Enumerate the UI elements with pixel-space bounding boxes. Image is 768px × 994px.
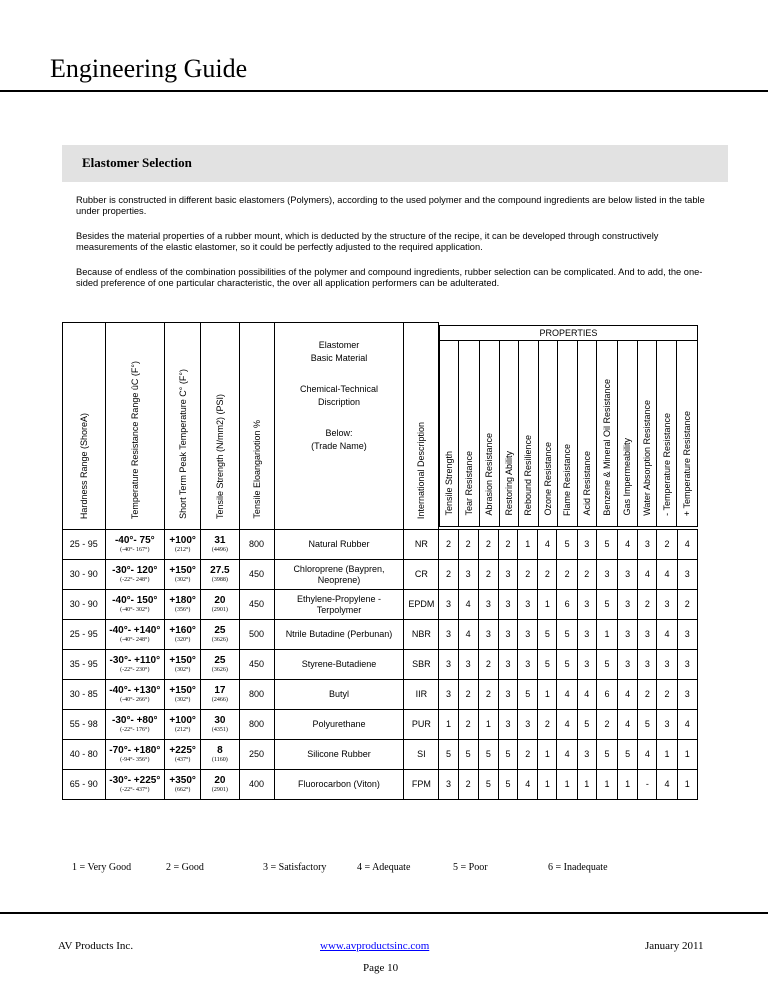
- elongation-header: Tensile Eloangariotion %: [239, 323, 274, 530]
- temperature-cell: -30°- 120° (-22°- 248°): [105, 560, 165, 590]
- code-cell: FPM: [404, 770, 439, 800]
- property-value: -: [638, 770, 657, 800]
- selection-paragraph: Because of endless of the combination possibilities of the polymer and compound ingredients, rubber selection can be complicated. And to add, the one-sided preference of one particular characteristic, the over all application performers can be adulterated.: [76, 267, 703, 288]
- property-value: 4: [657, 560, 677, 590]
- hardness-cell: 40 - 80: [63, 740, 106, 770]
- peak-cell: +150° (302°): [165, 680, 201, 710]
- intro-paragraph: Rubber is constructed in different basic elastomers (Polymers), according to the used polymer and the compound ingredients are below listed in the table under properties.: [76, 195, 705, 216]
- property-value: 3: [478, 590, 498, 620]
- property-header: Rebound Resilience: [518, 340, 538, 526]
- page-number: Page 10: [363, 962, 399, 974]
- property-value: 5: [596, 740, 617, 770]
- temperature-header: Temperature Resistance Range ûC (F°): [105, 323, 165, 530]
- hardness-cell: 30 - 90: [63, 560, 106, 590]
- property-value: 2: [458, 770, 478, 800]
- property-value: 5: [638, 710, 657, 740]
- property-header: Acid Resistance: [577, 340, 596, 526]
- property-value: 4: [557, 740, 577, 770]
- property-value: 3: [439, 590, 458, 620]
- property-value: 3: [498, 710, 517, 740]
- property-value: 3: [618, 560, 638, 590]
- property-value: 2: [638, 680, 657, 710]
- property-value: 3: [518, 590, 538, 620]
- property-value: 1: [538, 680, 557, 710]
- elongation-cell: 800: [239, 530, 274, 560]
- hardness-cell: 25 - 95: [63, 530, 106, 560]
- property-header: Abrasion Resistance: [479, 340, 499, 526]
- property-value: 3: [577, 590, 596, 620]
- property-value: 5: [538, 650, 557, 680]
- material-cell: Ntrile Butadine (Perbunan): [274, 620, 404, 650]
- property-value: 4: [638, 740, 657, 770]
- property-value: 3: [577, 740, 596, 770]
- property-value: 2: [577, 560, 596, 590]
- property-value: 5: [557, 530, 577, 560]
- property-value: 2: [439, 530, 458, 560]
- peak-cell: +180° (356°): [165, 590, 201, 620]
- property-value: 1: [538, 740, 557, 770]
- property-value: 2: [478, 680, 498, 710]
- property-header: Restoring Ability: [499, 340, 518, 526]
- property-value: 4: [638, 560, 657, 590]
- elongation-cell: 450: [239, 560, 274, 590]
- property-value: 4: [538, 530, 557, 560]
- property-value: 5: [439, 740, 458, 770]
- property-value: 2: [677, 590, 697, 620]
- material-cell: Ethylene-Propylene - Terpolymer: [274, 590, 404, 620]
- tensile-cell: 31 (4496): [201, 530, 239, 560]
- elongation-cell: 400: [239, 770, 274, 800]
- international-description-header: International Description: [404, 323, 439, 530]
- material-cell: Silicone Rubber: [274, 740, 404, 770]
- peak-cell: +100° (212°): [165, 530, 201, 560]
- table-row: [63, 770, 698, 800]
- hardness-cell: 55 - 98: [63, 710, 106, 740]
- property-value: 3: [638, 530, 657, 560]
- property-value: 3: [577, 530, 596, 560]
- property-value: 3: [577, 620, 596, 650]
- temperature-cell: -40°- 75° (-40°- 167°): [105, 530, 165, 560]
- legend-poor: 5 = Poor: [453, 862, 488, 873]
- tensile-cell: 20 (2901): [201, 590, 239, 620]
- property-value: 3: [657, 710, 677, 740]
- tensile-cell: 27.5 (3988): [201, 560, 239, 590]
- property-value: 2: [439, 560, 458, 590]
- legend-satisfactory: 3 = Satisfactory: [263, 862, 327, 873]
- table-row: [63, 710, 698, 740]
- property-value: 3: [518, 710, 538, 740]
- property-value: 1: [538, 770, 557, 800]
- property-value: 3: [618, 650, 638, 680]
- property-value: 2: [596, 710, 617, 740]
- code-cell: SBR: [404, 650, 439, 680]
- header-row: [63, 323, 698, 530]
- footer-website-link[interactable]: [320, 940, 429, 952]
- property-value: 1: [657, 740, 677, 770]
- section-banner: [62, 145, 728, 182]
- property-value: 1: [596, 770, 617, 800]
- property-value: 3: [677, 620, 697, 650]
- property-value: 5: [596, 590, 617, 620]
- property-value: 3: [439, 770, 458, 800]
- property-value: 1: [538, 590, 557, 620]
- hardness-cell: 30 - 90: [63, 590, 106, 620]
- elastomer-table: [62, 322, 698, 800]
- property-value: 4: [518, 770, 538, 800]
- property-value: 3: [657, 650, 677, 680]
- property-header: Gas Impermeability: [617, 340, 637, 526]
- section-title: Elastomer Selection: [82, 155, 192, 170]
- property-value: 1: [478, 710, 498, 740]
- property-value: 1: [677, 740, 697, 770]
- code-cell: NR: [404, 530, 439, 560]
- property-value: 3: [498, 560, 517, 590]
- material-cell: Chloroprene (Baypren, Neoprene): [274, 560, 404, 590]
- temperature-cell: -40°- +130° (-40°- 266°): [105, 680, 165, 710]
- page-title: Engineering Guide: [50, 54, 248, 83]
- properties-group: [439, 323, 698, 530]
- property-value: 2: [478, 560, 498, 590]
- property-value: 5: [577, 710, 596, 740]
- property-value: 3: [439, 620, 458, 650]
- tensile-cell: 8 (1160): [201, 740, 239, 770]
- property-value: 3: [498, 590, 517, 620]
- legend-adequate: 4 = Adequate: [357, 862, 411, 873]
- property-value: 3: [478, 620, 498, 650]
- elongation-cell: 450: [239, 590, 274, 620]
- tensile-cell: 30 (4351): [201, 710, 239, 740]
- property-value: 4: [618, 530, 638, 560]
- legend-inadequate: 6 = Inadequate: [548, 862, 608, 873]
- hardness-cell: 35 - 95: [63, 650, 106, 680]
- tensile-cell: 25 (3626): [201, 650, 239, 680]
- peak-temperature-header: Short Term Peak Temperature C° (F°): [165, 323, 201, 530]
- property-value: 3: [577, 650, 596, 680]
- property-value: 2: [458, 680, 478, 710]
- code-cell: EPDM: [404, 590, 439, 620]
- property-value: 3: [458, 560, 478, 590]
- property-value: 2: [478, 530, 498, 560]
- property-value: 2: [498, 530, 517, 560]
- temperature-cell: -30°- +225° (-22°- 437°): [105, 770, 165, 800]
- elongation-cell: 450: [239, 650, 274, 680]
- footer-rule: [0, 912, 768, 914]
- code-cell: NBR: [404, 620, 439, 650]
- table-row: [63, 620, 698, 650]
- property-value: 2: [638, 590, 657, 620]
- property-value: 4: [618, 680, 638, 710]
- property-header: Tear Resistance: [459, 340, 479, 526]
- property-value: 1: [439, 710, 458, 740]
- property-value: 2: [518, 740, 538, 770]
- property-value: 5: [618, 740, 638, 770]
- footer-company: AV Products Inc.: [58, 940, 134, 952]
- table-row: [63, 590, 698, 620]
- property-value: 3: [618, 620, 638, 650]
- code-cell: PUR: [404, 710, 439, 740]
- property-value: 2: [538, 560, 557, 590]
- property-value: 4: [577, 680, 596, 710]
- property-value: 1: [577, 770, 596, 800]
- property-value: 5: [557, 620, 577, 650]
- property-value: 1: [596, 620, 617, 650]
- property-value: 5: [498, 770, 517, 800]
- table-row: [63, 740, 698, 770]
- property-value: 3: [638, 620, 657, 650]
- property-value: 5: [596, 650, 617, 680]
- property-value: 6: [557, 590, 577, 620]
- table-row: [63, 650, 698, 680]
- code-cell: SI: [404, 740, 439, 770]
- property-value: 4: [557, 710, 577, 740]
- property-value: 5: [478, 770, 498, 800]
- property-value: 3: [439, 650, 458, 680]
- property-header: Flame Resistance: [557, 340, 577, 526]
- property-value: 2: [657, 530, 677, 560]
- property-header: Benzene & Mineral Oil Resistance: [596, 340, 617, 526]
- peak-cell: +100° (212°): [165, 710, 201, 740]
- property-value: 1: [677, 770, 697, 800]
- property-value: 3: [596, 560, 617, 590]
- property-header: - Temperature Resistance: [657, 340, 677, 526]
- material-cell: Fluorocarbon (Viton): [274, 770, 404, 800]
- property-value: 2: [478, 650, 498, 680]
- property-value: 2: [518, 560, 538, 590]
- peak-cell: +150° (302°): [165, 650, 201, 680]
- temperature-cell: -40°- 150° (-40°- 302°): [105, 590, 165, 620]
- elongation-cell: 800: [239, 680, 274, 710]
- tensile-strength-header: Tensile Strength (N/mm2) (PSI): [201, 323, 239, 530]
- footer-date: January 2011: [645, 940, 704, 952]
- property-value: 2: [657, 680, 677, 710]
- table-row: [63, 680, 698, 710]
- property-value: 1: [557, 770, 577, 800]
- property-value: 2: [458, 530, 478, 560]
- peak-cell: +350° (662°): [165, 770, 201, 800]
- property-header: Tensile Strength: [440, 340, 459, 526]
- property-value: 3: [677, 650, 697, 680]
- properties-label: PROPERTIES: [440, 325, 697, 340]
- peak-cell: +150° (302°): [165, 560, 201, 590]
- property-value: 5: [498, 740, 517, 770]
- property-value: 5: [518, 680, 538, 710]
- property-value: 3: [638, 650, 657, 680]
- property-value: 4: [657, 620, 677, 650]
- material-header: Elastomer Basic Material Chemical-Technical Discription Below: (Trade Name): [274, 323, 404, 530]
- temperature-cell: -30°- +80° (-22°- 176°): [105, 710, 165, 740]
- property-value: 3: [657, 590, 677, 620]
- property-value: 3: [677, 560, 697, 590]
- property-value: 2: [557, 560, 577, 590]
- property-value: 3: [518, 650, 538, 680]
- material-cell: Styrene-Butadiene: [274, 650, 404, 680]
- property-value: 3: [677, 680, 697, 710]
- elongation-cell: 250: [239, 740, 274, 770]
- property-value: 5: [538, 620, 557, 650]
- code-cell: CR: [404, 560, 439, 590]
- tensile-cell: 25 (3626): [201, 620, 239, 650]
- footer-url[interactable]: www.avproductsinc.com: [320, 940, 430, 952]
- tensile-cell: 20 (2901): [201, 770, 239, 800]
- property-value: 2: [538, 710, 557, 740]
- table-row: [63, 560, 698, 590]
- temperature-cell: -40°- +140° (-40°- 248°): [105, 620, 165, 650]
- hardness-cell: 65 - 90: [63, 770, 106, 800]
- peak-cell: +225° (437°): [165, 740, 201, 770]
- property-header: + Temperature Resistance: [677, 340, 697, 526]
- hardness-header: Hardness Range (ShoreA): [63, 323, 106, 530]
- property-value: 5: [458, 740, 478, 770]
- legend-good: 2 = Good: [166, 862, 204, 873]
- property-value: 3: [518, 620, 538, 650]
- property-value: 3: [458, 650, 478, 680]
- property-value: 3: [618, 590, 638, 620]
- property-value: 3: [439, 680, 458, 710]
- header-rule: [0, 90, 768, 92]
- property-value: 4: [657, 770, 677, 800]
- property-value: 3: [498, 650, 517, 680]
- property-value: 3: [498, 620, 517, 650]
- material-cell: Natural Rubber: [274, 530, 404, 560]
- property-header: Ozone Resistance: [538, 340, 557, 526]
- property-value: 4: [458, 620, 478, 650]
- hardness-cell: 30 - 85: [63, 680, 106, 710]
- peak-cell: +160° (320°): [165, 620, 201, 650]
- property-value: 1: [618, 770, 638, 800]
- property-value: 4: [458, 590, 478, 620]
- properties-paragraph: Besides the material properties of a rubber mount, which is deducted by the structure of the recipe, it can be developed through constructively measurements of the elastic elastomer, so it could be perfectly adjusted to the required application.: [76, 231, 659, 252]
- property-value: 5: [478, 740, 498, 770]
- material-cell: Polyurethane: [274, 710, 404, 740]
- property-value: 3: [498, 680, 517, 710]
- property-header: Water Absorption Resistance: [638, 340, 657, 526]
- temperature-cell: -30°- +110° (-22°- 230°): [105, 650, 165, 680]
- property-value: 1: [518, 530, 538, 560]
- material-cell: Butyl: [274, 680, 404, 710]
- temperature-cell: -70°- +180° (-94°- 356°): [105, 740, 165, 770]
- property-value: 4: [677, 530, 697, 560]
- tensile-cell: 17 (2466): [201, 680, 239, 710]
- property-value: 5: [596, 530, 617, 560]
- legend-very-good: 1 = Very Good: [72, 862, 132, 873]
- elongation-cell: 800: [239, 710, 274, 740]
- code-cell: IIR: [404, 680, 439, 710]
- property-value: 4: [557, 680, 577, 710]
- property-value: 6: [596, 680, 617, 710]
- hardness-cell: 25 - 95: [63, 620, 106, 650]
- elongation-cell: 500: [239, 620, 274, 650]
- property-value: 5: [557, 650, 577, 680]
- table-row: [63, 530, 698, 560]
- property-value: 4: [677, 710, 697, 740]
- property-value: 2: [458, 710, 478, 740]
- property-value: 4: [618, 710, 638, 740]
